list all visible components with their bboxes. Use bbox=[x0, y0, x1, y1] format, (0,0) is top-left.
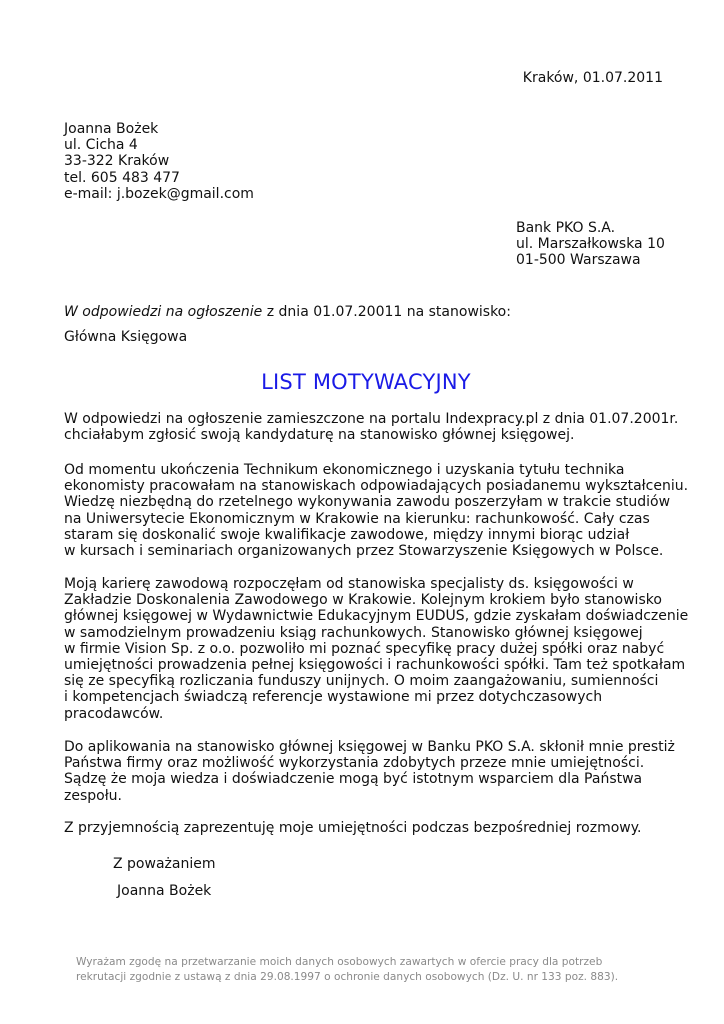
signature-name: Joanna Bożek bbox=[117, 883, 212, 899]
sender-block bbox=[64, 121, 254, 202]
paragraph-line: Zakładzie Doskonalenia Zawodowego w Krakowie. Kolejnym krokiem było stanowisko bbox=[64, 592, 662, 609]
paragraph-line: się ze specyfiką rozliczania funduszy unijnych. O moim zaangażowaniu, sumienności bbox=[64, 673, 659, 690]
paragraph-line: W odpowiedzi na ogłoszenie zamieszczone na portalu Indexpracy.pl z dnia 01.07.2001r. bbox=[64, 411, 679, 427]
position-title: Główna Księgowa bbox=[64, 329, 188, 345]
paragraph-line: głównej księgowej w Wydawnictwie Edukacyjnym EUDUS, gdzie zyskałam doświadczenie bbox=[64, 608, 689, 625]
sender-name: Joanna Bożek bbox=[64, 121, 159, 137]
intro-rest: z dnia 01.07.20011 na stanowisko: bbox=[262, 304, 511, 320]
sender-city: 33-322 Kraków bbox=[64, 153, 170, 170]
paragraph-line: zespołu. bbox=[64, 787, 123, 804]
paragraph-line: pracodawców. bbox=[64, 705, 164, 722]
recipient-name: Bank PKO S.A. bbox=[516, 220, 616, 236]
paragraph-3 bbox=[64, 576, 688, 722]
paragraph-line: Państwa firmy oraz możliwość wykorzystania zdobytych przeze mnie umiejętności. bbox=[64, 755, 645, 772]
sender-street: ul. Cicha 4 bbox=[64, 137, 138, 154]
paragraph-5 bbox=[64, 820, 642, 836]
paragraph-line: staram się doskonalić swoje kwalifikacje zawodowe, między innymi biorąc udział bbox=[64, 526, 630, 543]
paragraph-2 bbox=[64, 462, 688, 559]
paragraph-line: Wiedzę niezbędną do rzetelnego wykonywania zawodu poszerzyłam w trakcie studiów bbox=[64, 494, 671, 511]
intro-line bbox=[64, 304, 511, 320]
paragraph-line: i kompetencjach świadczą referencje wystawione mi przez dotychczasowych bbox=[64, 689, 603, 706]
paragraph-4 bbox=[64, 739, 675, 804]
recipient-block bbox=[516, 220, 665, 269]
paragraph-line: ekonomisty pracowałam na stanowiskach odpowiadających posiadanemu wykształceniu. bbox=[64, 478, 689, 495]
data-consent-clause bbox=[76, 955, 643, 985]
sender-phone: tel. 605 483 477 bbox=[64, 169, 180, 186]
paragraph-1 bbox=[64, 411, 678, 443]
paragraph-line: w kursach i seminariach organizowanych przez Stowarzyszenie Księgowych w Polsce. bbox=[64, 543, 664, 560]
consent-line: rekrutacji zgodnie z ustawą z dnia 29.08.1997 o ochronie danych osobowych (Dz. U. nr 133 poz. 883). bbox=[76, 971, 619, 983]
intro-italic: W odpowiedzi na ogłoszenie bbox=[64, 304, 263, 320]
paragraph-line: Do aplikowania na stanowisko głównej księgowej w Banku PKO S.A. skłonił mnie prestiż bbox=[64, 739, 675, 755]
place-date: Kraków, 01.07.2011 bbox=[522, 70, 663, 86]
paragraph-line: Sądzę że moja wiedza i doświadczenie mogą być istotnym wsparciem dla Państwa bbox=[64, 771, 643, 788]
paragraph-line: w samodzielnym prowadzeniu ksiąg rachunkowych. Stanowisko głównej księgowej bbox=[64, 624, 643, 641]
sender-email: e-mail: j.bozek@gmail.com bbox=[64, 185, 254, 202]
recipient-city: 01-500 Warszawa bbox=[516, 252, 641, 269]
recipient-street: ul. Marszałkowska 10 bbox=[516, 236, 665, 253]
consent-line: Wyrażam zgodę na przetwarzanie moich danych osobowych zawartych w ofercie pracy dla potrzeb bbox=[76, 956, 603, 968]
paragraph-line: na Uniwersytecie Ekonomicznym w Krakowie na kierunku: rachunkowość. Cały czas bbox=[64, 510, 650, 527]
paragraph-line: Z przyjemnością zaprezentuję moje umiejętności podczas bezpośredniej rozmowy. bbox=[64, 820, 642, 836]
paragraph-line: Od momentu ukończenia Technikum ekonomicznego i uzyskania tytułu technika bbox=[64, 462, 625, 478]
paragraph-line: chciałabym zgłosić swoją kandydaturę na stanowisko głównej księgowej. bbox=[64, 427, 575, 444]
paragraph-line: w firmie Vision Sp. z o.o. pozwoliło mi poznać specyfikę pracy dużej spółki oraz nabyć bbox=[64, 640, 665, 657]
closing-phrase: Z poważaniem bbox=[113, 856, 216, 872]
letter-title: LIST MOTYWACYJNY bbox=[261, 370, 471, 394]
paragraph-line: umiejętności prowadzenia pełnej księgowości i rachunkowości spółki. Tam też spotkałam bbox=[64, 657, 686, 674]
paragraph-line: Moją karierę zawodową rozpoczęłam od stanowiska specjalisty ds. księgowości w bbox=[64, 576, 634, 592]
